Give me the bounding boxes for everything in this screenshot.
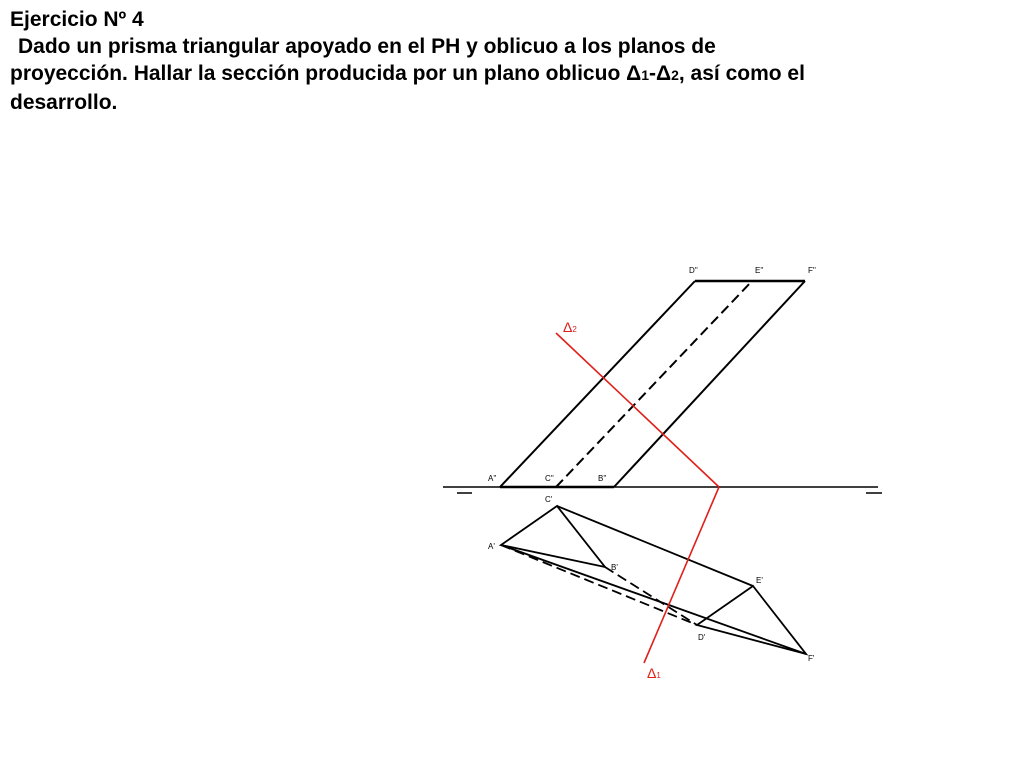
label-e2: E'' [755,266,764,275]
statement-line-3: desarrollo. [10,91,118,114]
statement-line-2a: proyección. Hallar la sección producida por un plano oblicuo Δ [10,62,642,85]
exercise-title: Ejercicio Nº 4 [10,8,144,31]
label-f2: F'' [808,266,816,275]
edge-c1-e1 [557,506,753,586]
label-delta-1-sub: 1 [656,671,661,680]
edge-b1-f1-hidden [501,545,697,625]
label-e1: E' [756,576,763,585]
statement-dash: -Δ [649,62,672,85]
label-b1: B' [611,563,618,572]
label-delta-2-symbol: Δ [563,319,573,335]
trace-delta-2 [556,333,719,487]
statement-line-1: Dado un prisma triangular apoyado en el PH y oblicuo a los planos de [18,35,716,58]
label-f1: F' [808,654,815,663]
edge-b2-f2 [614,281,805,487]
statement-line-2b: , así como el [678,62,805,85]
label-c1: C' [545,495,553,504]
edge-a2-d2 [500,281,695,487]
label-d2: D'' [689,266,698,275]
label-d1: D' [698,633,706,642]
statement-sub-1: 1 [641,67,649,83]
label-delta-2-sub: 2 [572,325,577,334]
label-b2: B'' [598,474,607,483]
prism-elevation [500,281,805,487]
label-a2: A'' [488,474,497,483]
edge-b1-d1-hidden [605,567,697,625]
label-delta-1-symbol: Δ [647,665,657,681]
trace-delta-1 [644,487,719,663]
label-delta-1 [647,665,661,681]
label-c2: C'' [545,474,554,483]
statement-sub-2: 2 [671,67,679,83]
label-delta-2 [563,319,577,335]
base-triangle-abc [501,506,605,567]
edge-a1-d1 [501,545,806,654]
label-a1: A' [488,542,495,551]
edge-c2-e2-hidden [556,281,752,487]
